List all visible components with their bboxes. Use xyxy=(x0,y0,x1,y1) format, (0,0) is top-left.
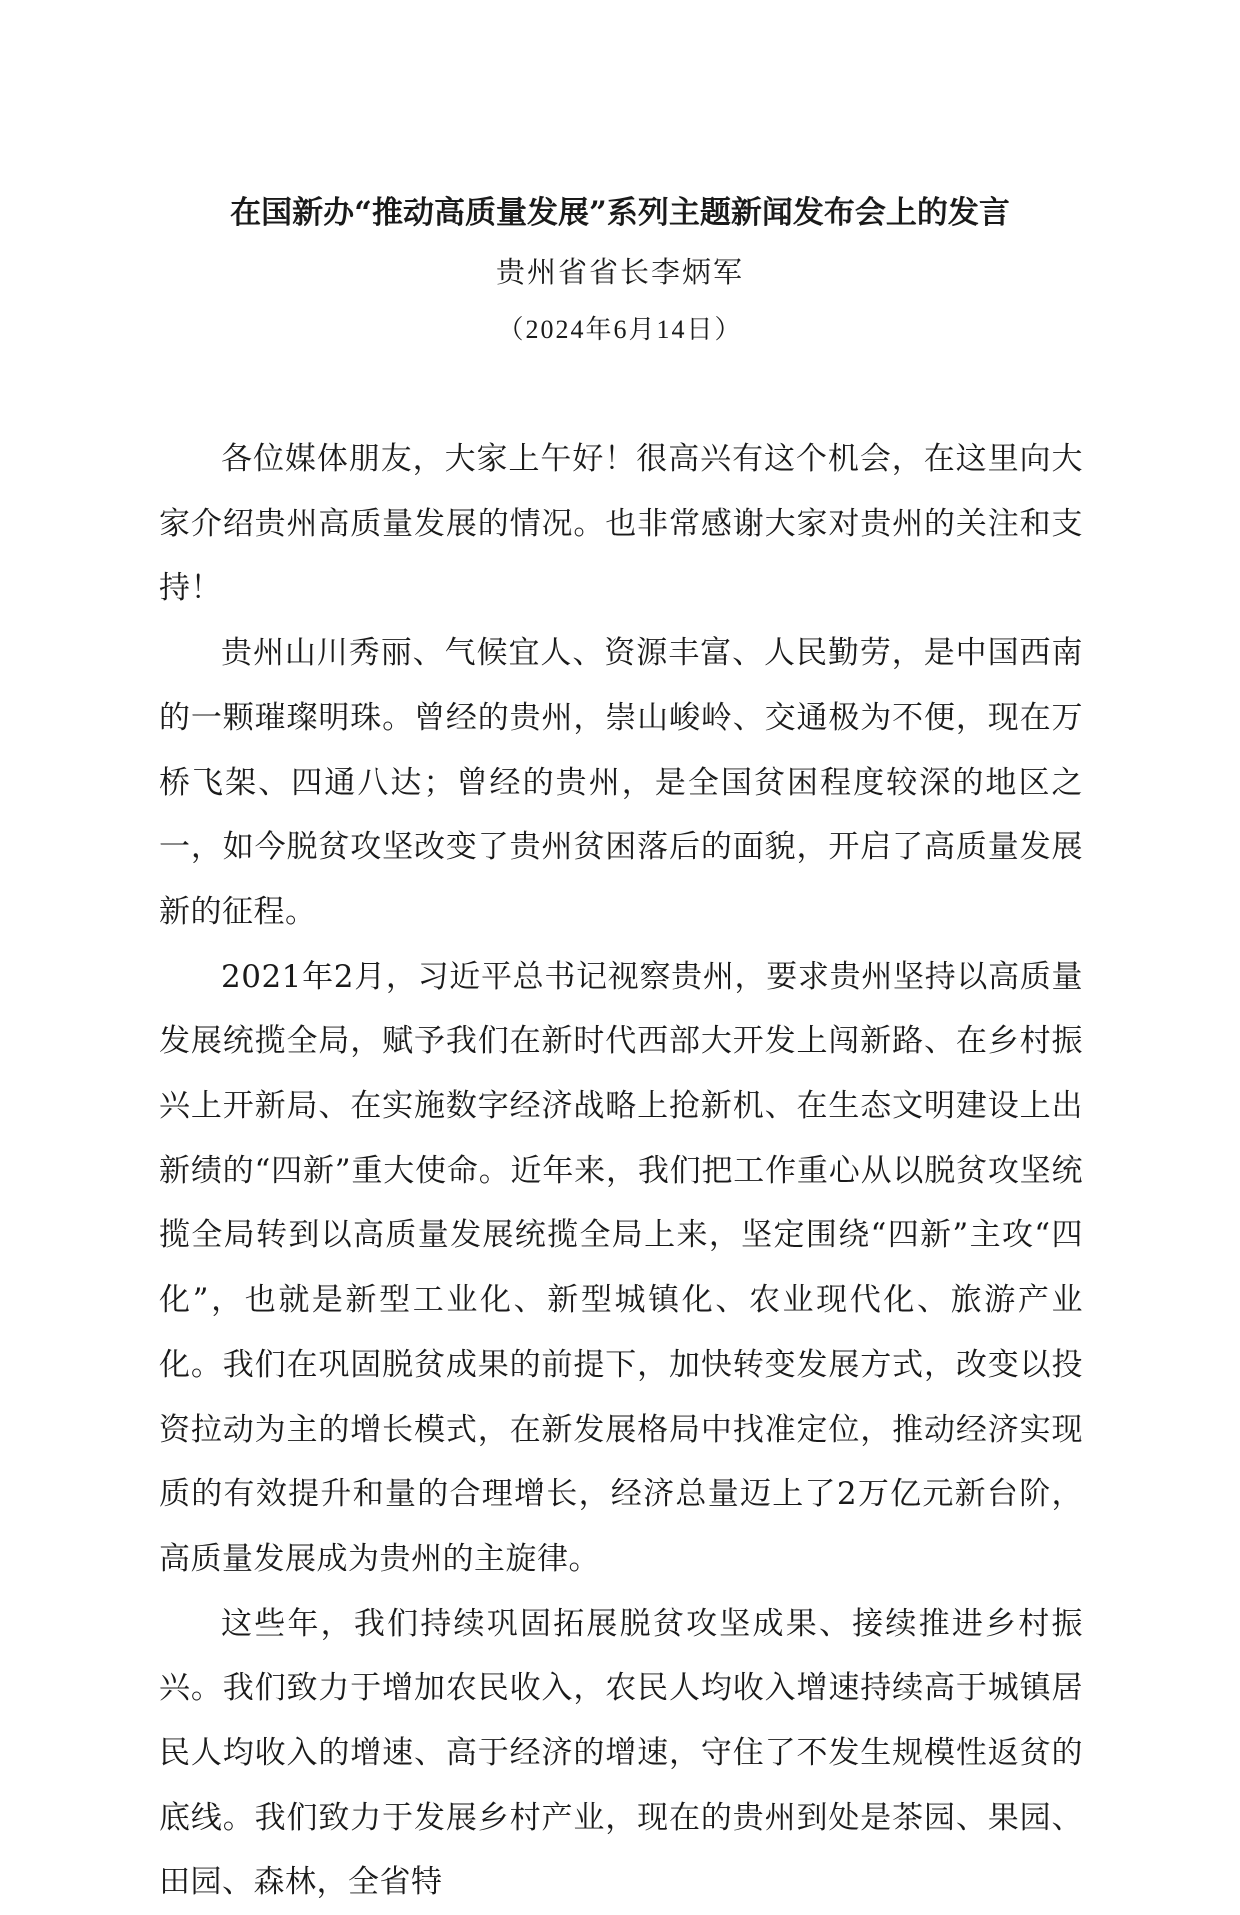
document-title: 在国新办“推动高质量发展”系列主题新闻发布会上的发言 xyxy=(230,195,1010,231)
date-line: （2024年6月14日） xyxy=(497,315,743,344)
paragraph: 2021年2月，习近平总书记视察贵州，要求贵州坚持以高质量发展统揽全局，赋予我们在新时代西部大开发上闯新路、在乡村振兴上开新局、在实施数字经济战略上抢新机、在生态文明建设上出新绩的“四新”重大使命。近年来，我们把工作重心从以脱贫攻坚统揽全局转到以高质量发展统揽全局上来，坚定围绕“四新”主攻“四化”，也就是新型工业化、新型城镇化、农业现代化、旅游产业化。我们在巩固脱贫成果的前提下，加快转变发展方式，改变以投资拉动为主的增长模式，在新发展格局中找准定位，推动经济实现质的有效提升和量的合理增长，经济总量迈上了2万亿元新台阶，高质量发展成为贵州的主旋律。 xyxy=(159,958,1083,1577)
paragraph: 贵州山川秀丽、气候宜人、资源丰富、人民勤劳，是中国西南的一颗璀璨明珠。曾经的贵州，崇山峻岭、交通极为不便，现在万桥飞架、四通八达；曾经的贵州，是全国贫困程度较深的地区之一，如今脱贫攻坚改变了贵州贫困落后的面貌，开启了高质量发展新的征程。 xyxy=(159,635,1083,930)
author-line: 贵州省省长李炳军 xyxy=(495,255,744,289)
paragraph: 各位媒体朋友，大家上午好！很高兴有这个机会，在这里向大家介绍贵州高质量发展的情况。也非常感谢大家对贵州的关注和支持！ xyxy=(159,441,1083,607)
paragraph: 这些年，我们持续巩固拓展脱贫攻坚成果、接续推进乡村振兴。我们致力于增加农民收入，农民人均收入增速持续高于城镇居民人均收入的增速、高于经济的增速，守住了不发生规模性返贫的底线。我们致力于发展乡村产业，现在的贵州到处是茶园、果园、田园、森林，全省特 xyxy=(159,1605,1083,1901)
body-text xyxy=(159,427,1083,1915)
